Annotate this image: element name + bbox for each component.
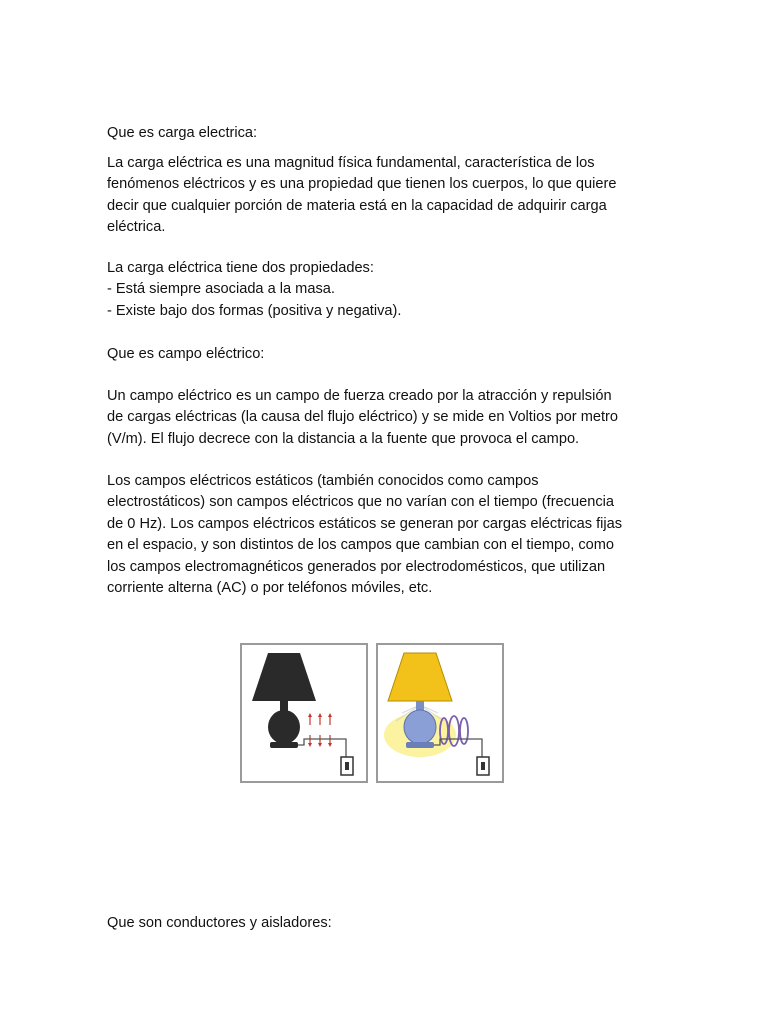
- text-line: eléctrica.: [107, 219, 166, 236]
- text-line: electrostáticos) son campos eléctricos que no varían con el tiempo (frecuencia: [107, 494, 614, 511]
- heading-conductores-aisladores: Que son conductores y aisladores:: [107, 915, 332, 931]
- text-line: en el espacio, y son distintos de los campos que cambian con el tiempo, como: [107, 537, 615, 554]
- list-item: - Existe bajo dos formas (positiva y negativa).: [107, 302, 402, 319]
- text-line: corriente alterna (AC) o por teléfonos móviles, etc.: [107, 580, 433, 597]
- text-line: Un campo eléctrico es un campo de fuerza creado por la atracción y repulsión: [107, 388, 612, 404]
- text-line: fenómenos eléctricos y es una propiedad que tienen los cuerpos, lo que quiere: [107, 176, 617, 193]
- text-line: decir que cualquier porción de materia está en la capacidad de adquirir carga: [107, 197, 607, 214]
- lamp-off-panel: [240, 643, 368, 783]
- lamp-on-panel: [376, 643, 504, 783]
- paragraph-campos-estaticos: [107, 471, 667, 599]
- heading-carga-electrica: Que es carga electrica:: [107, 125, 258, 141]
- text-line: Los campos eléctricos estáticos (también conocidos como campos: [107, 473, 539, 489]
- heading-campo-electrico: Que es campo eléctrico:: [107, 346, 265, 362]
- paragraph-propiedades: [107, 258, 667, 322]
- text-line: La carga eléctrica tiene dos propiedades:: [107, 260, 374, 276]
- text-line: (V/m). El flujo decrece con la distancia a la fuente que provoca el campo.: [107, 430, 580, 447]
- text-line: los campos electromagnéticos generados por electrodomésticos, que utilizan: [107, 558, 606, 575]
- paragraph-campo-electrico: [107, 386, 667, 450]
- paragraph-carga-electrica: [107, 153, 667, 239]
- text-line: de cargas eléctricas (la causa del flujo eléctrico) y se mide en Voltios por metro: [107, 409, 619, 426]
- list-item: - Está siempre asociada a la masa.: [107, 281, 335, 298]
- text-line: de 0 Hz). Los campos eléctricos estáticos se generan por cargas eléctricas fijas: [107, 515, 623, 532]
- lamp-illustration: [240, 643, 504, 783]
- text-line: La carga eléctrica es una magnitud física fundamental, característica de los: [107, 155, 595, 171]
